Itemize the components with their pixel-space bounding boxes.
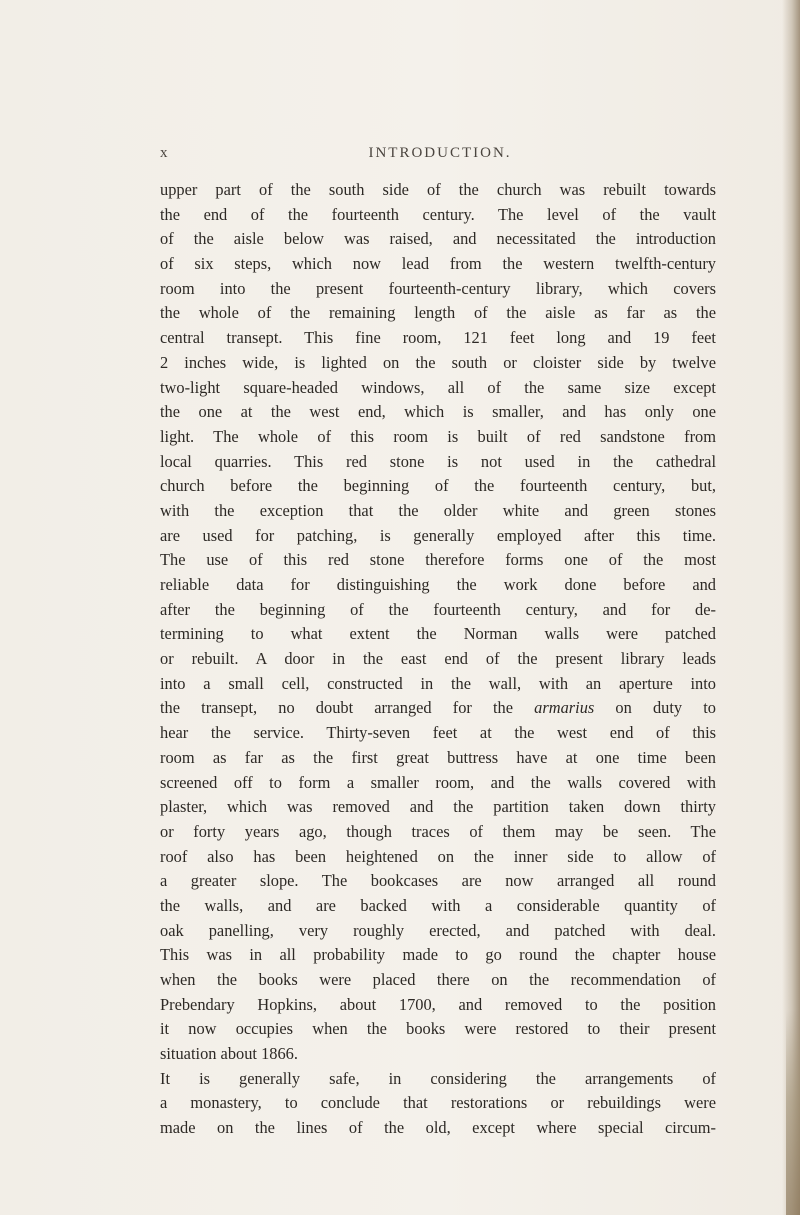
text-line: reliable data for distinguishing the work done before and [160, 575, 716, 594]
text-line: the walls, and are backed with a considerable quantity of [160, 895, 716, 915]
running-head: INTRODUCTION. [368, 145, 512, 161]
text-line: of six steps, which now lead from the western twelfth-century [160, 254, 716, 274]
text-line: central transept. This fine room, 121 feet long and 19 feet [160, 328, 716, 348]
text-line: a greater slope. The bookcases are now arranged all round [160, 871, 716, 891]
text-line: church before the beginning of the fourteenth century, but, [160, 476, 716, 496]
text-line: a monastery, to conclude that restorations or rebuildings were [160, 1093, 716, 1113]
text-line: plaster, which was removed and the partition taken down thirty [160, 797, 716, 817]
text-line: The use of this red stone therefore forms one of the most [160, 550, 716, 570]
text-line: room as far as the first great buttress have at one time been [160, 747, 716, 767]
text-line: 2 inches wide, is lighted on the south or cloister side by twelve [160, 352, 716, 372]
text-line: with the exception that the older white and green stones [160, 500, 716, 520]
text-line: This was in all probability made to go round the chapter house [160, 945, 716, 965]
text-line: local quarries. This red stone is not used in the cathedral [160, 451, 716, 471]
text-line: upper part of the south side of the church was rebuilt towards [160, 180, 716, 199]
text-line: into a small cell, constructed in the wall, with an aperture into [160, 673, 716, 693]
page-number: x [160, 145, 169, 161]
text-line-with-italic [160, 696, 716, 721]
page-edge-stain [786, 1010, 800, 1215]
text-line: two-light square-headed windows, all of the same size except [160, 377, 716, 397]
text-segment: on duty to [594, 698, 716, 718]
page-header [160, 145, 720, 165]
text-line: it now occupies when the books were restored to their present [160, 1019, 716, 1039]
text-segment: the transept, no doubt arranged for the [160, 698, 535, 718]
text-line: screened off to form a smaller room, and the walls covered with [160, 772, 716, 792]
text-line: termining to what extent the Norman walls were patched [160, 624, 716, 644]
text-line: the one at the west end, which is smaller, and has only one [160, 402, 716, 422]
body-text [160, 178, 716, 1141]
text-line: after the beginning of the fourteenth century, and for de- [160, 599, 716, 619]
italic-term-armarius: armarius [534, 698, 595, 718]
text-line: Prebendary Hopkins, about 1700, and removed to the position [160, 994, 716, 1014]
text-line: of the aisle below was raised, and necessitated the introduction [160, 229, 716, 249]
text-line: or rebuilt. A door in the east end of the present library leads [160, 649, 716, 669]
text-line: or forty years ago, though traces of them may be seen. The [160, 821, 716, 841]
text-line: when the books were placed there on the recommendation of [160, 970, 716, 989]
text-line: the end of the fourteenth century. The level of the vault [160, 204, 716, 224]
text-line: light. The whole of this room is built of red sandstone from [160, 426, 716, 446]
text-line: the whole of the remaining length of the aisle as far as the [160, 303, 716, 323]
text-line: oak panelling, very roughly erected, and patched with deal. [160, 920, 716, 940]
text-line: are used for patching, is generally employed after this time. [160, 525, 716, 545]
text-line: roof also has been heightened on the inner side to allow of [160, 846, 716, 866]
text-line: made on the lines of the old, except where special circum- [160, 1118, 716, 1138]
text-line: room into the present fourteenth-century library, which covers [160, 278, 716, 298]
text-line-paragraph-start: It is generally safe, in considering the arrangements of [160, 1068, 716, 1088]
text-line-paragraph-end: situation about 1866. [160, 1044, 298, 1064]
text-line: hear the service. Thirty-seven feet at the west end of this [160, 723, 716, 743]
